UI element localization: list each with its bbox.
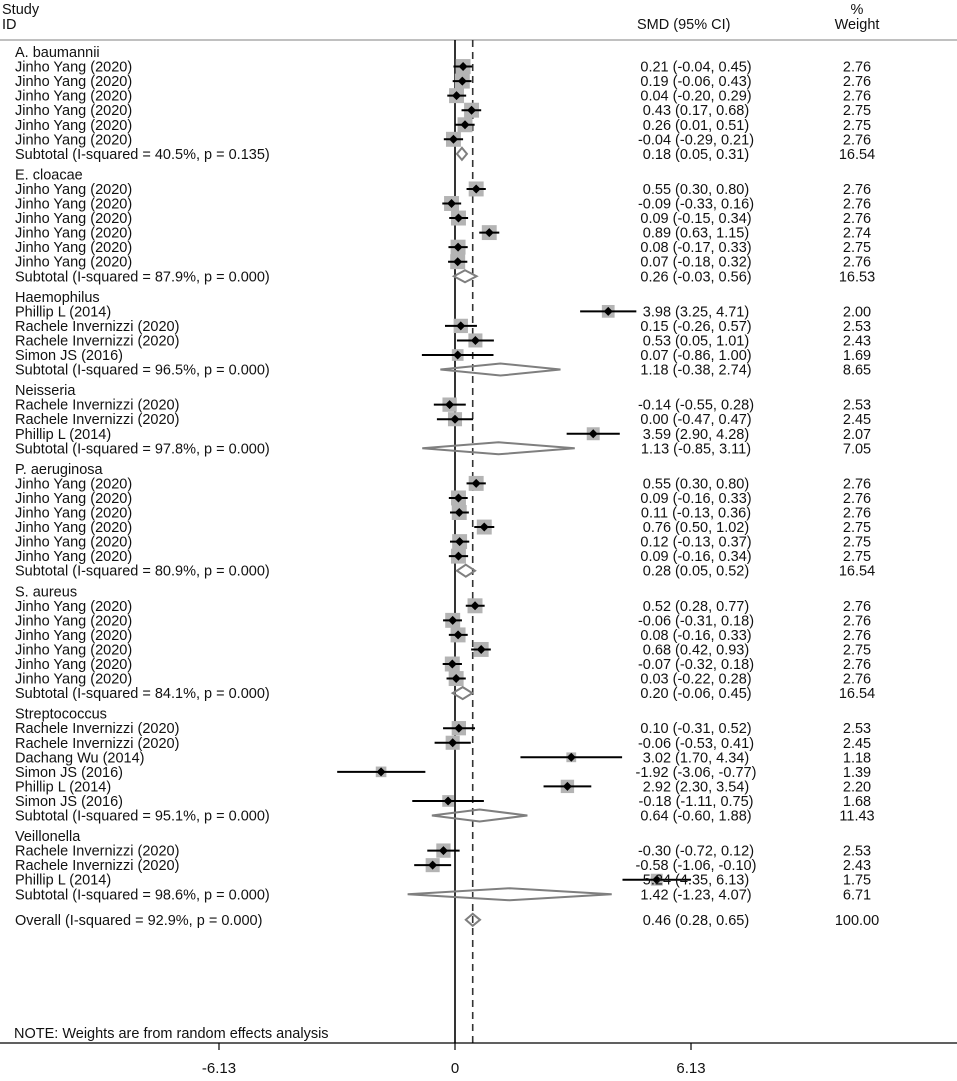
subtotal-estimate: 0.28 (0.05, 0.52) xyxy=(642,563,750,580)
study-label: Phillip L (2014) xyxy=(15,872,112,889)
study-label: Jinho Yang (2020) xyxy=(15,181,133,198)
estimate-value: 0.09 (-0.15, 0.34) xyxy=(640,211,752,228)
estimate-value: -0.14 (-0.55, 0.28) xyxy=(637,397,755,414)
estimate-value: -0.06 (-0.31, 0.18) xyxy=(637,613,755,630)
estimate-value: -0.58 (-1.06, -0.10) xyxy=(635,858,757,875)
estimate-value: 0.07 (-0.86, 1.00) xyxy=(640,348,752,364)
estimate-value: 0.52 (0.28, 0.77) xyxy=(642,598,750,615)
weight-value: 2.76 xyxy=(842,196,872,213)
weight-value: 2.76 xyxy=(842,657,872,673)
estimate-value: 0.68 (0.42, 0.93) xyxy=(642,642,750,659)
subtotal-label: Subtotal (I-squared = 40.5%, p = 0.135) xyxy=(15,146,270,163)
subtotal-weight: 11.43 xyxy=(839,808,875,825)
estimate-value: 0.09 (-0.16, 0.33) xyxy=(640,490,752,507)
study-label: Rachele Invernizzi (2020) xyxy=(15,721,180,738)
subtotal-weight: 7.05 xyxy=(842,441,872,458)
estimate-value: -0.18 (-1.11, 0.75) xyxy=(638,793,754,810)
header-smd: SMD (95% CI) xyxy=(637,17,731,33)
study-label: Phillip L (2014) xyxy=(15,779,112,796)
estimate-value: 0.03 (-0.22, 0.28) xyxy=(640,671,752,688)
weight-value: 1.39 xyxy=(842,764,872,781)
subtotal-diamond xyxy=(432,810,527,822)
estimate-value: 5.24 (4.35, 6.13) xyxy=(642,872,750,889)
subtotal-diamond xyxy=(440,364,560,376)
study-row xyxy=(15,59,871,75)
subtotal-label: Subtotal (I-squared = 87.9%, p = 0.000) xyxy=(15,269,270,286)
subtotal-estimate: 1.42 (-1.23, 4.07) xyxy=(640,887,752,904)
study-label: Jinho Yang (2020) xyxy=(15,225,133,242)
study-label: Jinho Yang (2020) xyxy=(15,88,133,105)
subtotal-weight: 8.65 xyxy=(842,362,872,379)
study-label: Rachele Invernizzi (2020) xyxy=(15,333,180,350)
weight-value: 1.69 xyxy=(842,348,872,364)
weight-value: 2.74 xyxy=(842,225,872,242)
study-label: Phillip L (2014) xyxy=(15,304,112,321)
study-row xyxy=(15,520,871,536)
study-label: Jinho Yang (2020) xyxy=(15,59,133,76)
subtotal-row xyxy=(15,363,871,379)
study-row xyxy=(15,534,871,550)
study-row xyxy=(15,132,871,148)
study-row xyxy=(15,490,871,506)
study-row xyxy=(15,642,871,658)
estimate-value: 0.10 (-0.31, 0.52) xyxy=(640,721,752,738)
weight-value: 1.18 xyxy=(842,750,872,767)
x-axis xyxy=(202,1043,706,1077)
study-row xyxy=(15,196,871,212)
x-tick-label: 0 xyxy=(450,1060,460,1077)
study-row xyxy=(15,627,871,643)
study-label: Rachele Invernizzi (2020) xyxy=(15,735,180,752)
study-label: Jinho Yang (2020) xyxy=(15,671,133,688)
subtotal-weight: 6.71 xyxy=(842,887,872,904)
study-label: Rachele Invernizzi (2020) xyxy=(15,397,180,414)
weight-value: 2.76 xyxy=(842,505,872,522)
study-label: Jinho Yang (2020) xyxy=(15,598,133,615)
subtotal-label: Subtotal (I-squared = 80.9%, p = 0.000) xyxy=(15,563,270,580)
weight-value: 2.75 xyxy=(842,642,872,659)
estimate-value: 3.98 (3.25, 4.71) xyxy=(642,304,750,321)
study-row xyxy=(15,88,871,104)
estimate-value: 3.59 (2.90, 4.28) xyxy=(642,426,750,443)
study-label: Jinho Yang (2020) xyxy=(15,627,133,644)
study-label: Jinho Yang (2020) xyxy=(15,520,133,537)
study-label: Jinho Yang (2020) xyxy=(15,240,133,257)
subtotal-row xyxy=(15,686,875,702)
weight-value: 2.76 xyxy=(842,132,872,149)
estimate-value: 0.08 (-0.17, 0.33) xyxy=(640,240,752,257)
weight-value: 2.53 xyxy=(842,721,872,738)
group-label: Streptococcus xyxy=(15,706,107,723)
group-label: S. aureus xyxy=(15,584,78,601)
study-label: Jinho Yang (2020) xyxy=(15,74,133,91)
study-label: Simon JS (2016) xyxy=(15,348,123,364)
estimate-value: -0.30 (-0.72, 0.12) xyxy=(637,843,755,860)
study-label: Jinho Yang (2020) xyxy=(15,476,133,493)
study-label: Jinho Yang (2020) xyxy=(15,549,133,566)
forest-rows xyxy=(15,45,879,929)
estimate-value: 0.26 (0.01, 0.51) xyxy=(642,117,750,134)
footnote: NOTE: Weights are from random effects analysis xyxy=(14,1026,329,1042)
group-label: Veillonella xyxy=(15,829,81,846)
weight-value: 2.76 xyxy=(842,88,872,105)
group-label: Neisseria xyxy=(15,383,76,400)
estimate-value: 0.12 (-0.13, 0.37) xyxy=(640,534,752,551)
study-label: Jinho Yang (2020) xyxy=(15,490,133,507)
header-id: ID xyxy=(2,17,17,33)
weight-value: 2.45 xyxy=(842,735,872,752)
subtotal-weight: 16.54 xyxy=(838,146,876,163)
study-label: Simon JS (2016) xyxy=(15,764,123,781)
estimate-value: 0.00 (-0.47, 0.47) xyxy=(640,412,752,429)
weight-value: 2.45 xyxy=(842,412,872,429)
study-row xyxy=(15,476,871,492)
weight-value: 2.43 xyxy=(842,858,872,875)
estimate-value: -0.07 (-0.32, 0.18) xyxy=(637,657,755,673)
study-label: Jinho Yang (2020) xyxy=(15,103,133,120)
weight-value: 2.53 xyxy=(842,318,872,335)
study-row xyxy=(15,117,871,133)
subtotal-estimate: 1.13 (-0.85, 3.11) xyxy=(640,441,752,458)
weight-value: 2.76 xyxy=(842,59,872,76)
x-tick-label: -6.13 xyxy=(201,1060,237,1077)
subtotal-label: Subtotal (I-squared = 96.5%, p = 0.000) xyxy=(15,362,270,379)
weight-value: 2.76 xyxy=(842,211,872,228)
weight-value: 2.76 xyxy=(842,476,872,493)
overall-label: Overall (I-squared = 92.9%, p = 0.000) xyxy=(15,912,263,929)
table-header xyxy=(2,2,879,33)
subtotal-diamond xyxy=(422,442,574,454)
estimate-value: 0.76 (0.50, 1.02) xyxy=(642,520,750,537)
subtotal-weight: 16.54 xyxy=(838,563,876,580)
study-row xyxy=(15,225,871,241)
study-row xyxy=(15,598,871,614)
study-row xyxy=(15,254,871,270)
study-row xyxy=(15,549,871,565)
group-label: A. baumannii xyxy=(15,45,100,61)
weight-value: 2.75 xyxy=(842,549,872,566)
subtotal-estimate: 0.26 (-0.03, 0.56) xyxy=(640,269,752,286)
subtotal-diamond xyxy=(408,888,612,900)
weight-value: 2.75 xyxy=(842,117,872,134)
header-weight: Weight xyxy=(834,17,880,33)
x-tick-label: 6.13 xyxy=(676,1060,706,1077)
study-label: Jinho Yang (2020) xyxy=(15,613,133,630)
weight-value: 2.75 xyxy=(842,103,872,120)
subtotal-estimate: 1.18 (-0.38, 2.74) xyxy=(640,362,752,379)
study-label: Jinho Yang (2020) xyxy=(15,657,133,673)
group-label: E. cloacae xyxy=(15,167,83,184)
study-row xyxy=(15,181,871,197)
weight-value: 2.53 xyxy=(842,843,872,860)
study-label: Jinho Yang (2020) xyxy=(15,642,133,659)
estimate-value: -0.09 (-0.33, 0.16) xyxy=(637,196,755,213)
estimate-value: 0.53 (0.05, 1.01) xyxy=(642,333,750,350)
weight-value: 2.43 xyxy=(842,333,872,350)
group-label: P. aeruginosa xyxy=(15,461,103,478)
study-row xyxy=(15,505,871,521)
estimate-value: 2.92 (2.30, 3.54) xyxy=(642,779,750,796)
study-label: Rachele Invernizzi (2020) xyxy=(15,843,180,860)
estimate-value: 0.04 (-0.20, 0.29) xyxy=(640,88,752,105)
study-label: Jinho Yang (2020) xyxy=(15,132,133,149)
estimate-value: 0.19 (-0.06, 0.43) xyxy=(640,74,752,91)
study-label: Jinho Yang (2020) xyxy=(15,505,133,522)
subtotal-row xyxy=(15,887,871,903)
estimate-value: 0.55 (0.30, 0.80) xyxy=(642,476,750,493)
estimate-value: 0.09 (-0.16, 0.34) xyxy=(640,549,752,566)
study-label: Rachele Invernizzi (2020) xyxy=(15,412,180,429)
subtotal-weight: 16.53 xyxy=(838,269,876,286)
weight-value: 1.68 xyxy=(842,793,872,810)
weight-value: 2.76 xyxy=(842,598,872,615)
weight-value: 2.76 xyxy=(842,671,872,688)
subtotal-row xyxy=(15,441,871,457)
overall-row xyxy=(15,913,879,929)
study-label: Jinho Yang (2020) xyxy=(15,117,133,134)
subtotal-diamond xyxy=(457,148,467,160)
subtotal-row xyxy=(15,147,875,163)
study-label: Phillip L (2014) xyxy=(15,426,112,443)
estimate-value: 0.07 (-0.18, 0.32) xyxy=(640,254,752,271)
weight-value: 2.20 xyxy=(842,779,872,796)
subtotal-row xyxy=(15,269,875,285)
weight-value: 2.75 xyxy=(842,240,872,257)
weight-value: 2.76 xyxy=(842,613,872,630)
estimate-value: -0.06 (-0.53, 0.41) xyxy=(637,735,755,752)
subtotal-estimate: 0.64 (-0.60, 1.88) xyxy=(640,808,752,825)
estimate-value: 3.02 (1.70, 4.34) xyxy=(642,750,750,767)
study-row xyxy=(15,240,871,256)
weight-value: 2.76 xyxy=(842,254,872,271)
subtotal-estimate: 0.18 (0.05, 0.31) xyxy=(642,146,750,163)
estimate-value: 0.08 (-0.16, 0.33) xyxy=(640,627,752,644)
subtotal-row xyxy=(15,564,875,580)
study-row xyxy=(15,74,871,90)
header-percent: % xyxy=(850,2,864,18)
estimate-value: 0.15 (-0.26, 0.57) xyxy=(640,318,752,335)
subtotal-label: Subtotal (I-squared = 95.1%, p = 0.000) xyxy=(15,808,270,825)
study-label: Rachele Invernizzi (2020) xyxy=(15,858,180,875)
study-label: Simon JS (2016) xyxy=(15,793,123,810)
subtotal-label: Subtotal (I-squared = 98.6%, p = 0.000) xyxy=(15,887,270,904)
estimate-value: 0.55 (0.30, 0.80) xyxy=(642,181,750,198)
weight-value: 2.76 xyxy=(842,627,872,644)
subtotal-label: Subtotal (I-squared = 84.1%, p = 0.000) xyxy=(15,686,270,703)
weight-value: 2.53 xyxy=(842,397,872,414)
estimate-value: -0.04 (-0.29, 0.21) xyxy=(637,132,755,149)
estimate-value: -1.92 (-3.06, -0.77) xyxy=(635,764,757,781)
estimate-value: 0.11 (-0.13, 0.36) xyxy=(640,505,752,522)
estimate-value: 0.21 (-0.04, 0.45) xyxy=(640,59,752,76)
weight-value: 2.75 xyxy=(842,520,872,537)
weight-value: 1.75 xyxy=(842,872,872,889)
estimate-value: 0.43 (0.17, 0.68) xyxy=(642,103,750,120)
study-label: Jinho Yang (2020) xyxy=(15,196,133,213)
subtotal-row xyxy=(15,809,875,825)
study-row xyxy=(15,671,871,687)
weight-value: 2.76 xyxy=(842,74,872,91)
study-label: Jinho Yang (2020) xyxy=(15,534,133,551)
overall-estimate: 0.46 (0.28, 0.65) xyxy=(642,912,750,929)
study-row xyxy=(15,613,871,629)
study-row xyxy=(15,211,871,227)
estimate-value: 0.89 (0.63, 1.15) xyxy=(642,225,750,242)
overall-weight: 100.00 xyxy=(834,912,880,929)
group-label: Haemophilus xyxy=(15,289,100,306)
study-label: Dachang Wu (2014) xyxy=(15,750,145,767)
header-study: Study xyxy=(2,2,40,18)
weight-value: 2.07 xyxy=(842,426,872,443)
weight-value: 2.76 xyxy=(842,490,872,507)
weight-value: 2.00 xyxy=(842,304,872,321)
study-label: Jinho Yang (2020) xyxy=(15,211,133,228)
study-row xyxy=(15,657,871,673)
study-label: Jinho Yang (2020) xyxy=(15,254,133,271)
weight-value: 2.76 xyxy=(842,181,872,198)
subtotal-weight: 16.54 xyxy=(838,686,876,703)
weight-value: 2.75 xyxy=(842,534,872,551)
subtotal-estimate: 0.20 (-0.06, 0.45) xyxy=(640,686,752,703)
study-label: Rachele Invernizzi (2020) xyxy=(15,318,180,335)
study-row xyxy=(15,103,871,119)
subtotal-label: Subtotal (I-squared = 97.8%, p = 0.000) xyxy=(15,441,270,458)
